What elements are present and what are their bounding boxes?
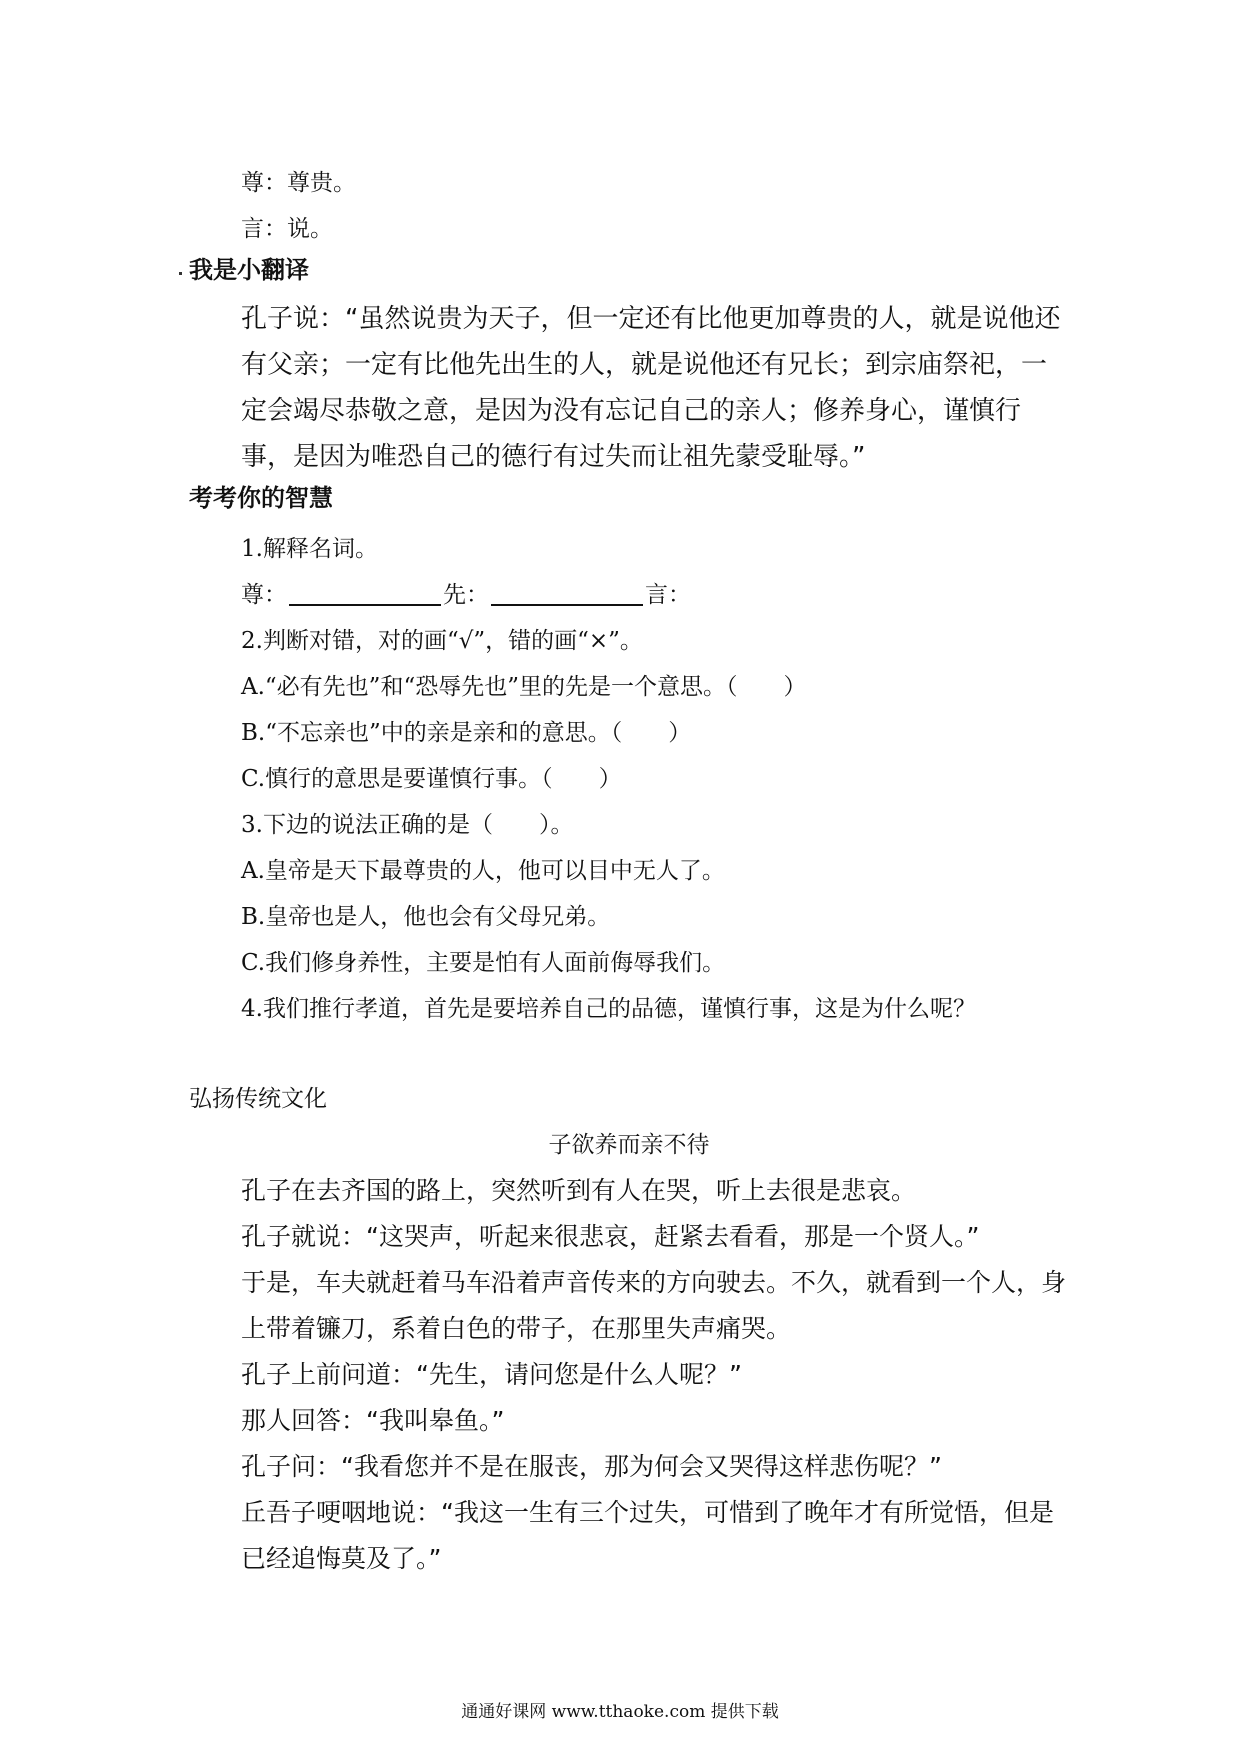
question-2-item: B.“不忘亲也”中的亲是亲和的意思。（ ） (241, 720, 692, 746)
question-2-item: C.慎行的意思是要谨慎行事。（ ） (241, 766, 622, 792)
culture-heading-text: 弘扬传统文化 (189, 1086, 327, 1112)
wisdom-heading-text: 考考你的智慧 (189, 484, 333, 512)
blank-label-xian: 先： (443, 582, 489, 608)
story-paragraph: 孔子上前问道：“先生，请问您是什么人呢？” (241, 1360, 742, 1389)
question-2-item: A.“必有先也”和“恐辱先也”里的先是一个意思。（ ） (241, 674, 807, 700)
blank-label-zun: 尊： (241, 582, 287, 608)
translation-paragraph (189, 296, 1069, 480)
question-3-option: B.皇帝也是人，他也会有父母兄弟。 (241, 904, 611, 930)
vocab-notes (189, 160, 1069, 252)
page-footer: 通通好课网 www.tthaoke.com 提供下载 (461, 1702, 779, 1722)
answer-blank[interactable] (491, 574, 643, 606)
question-3: 3.下边的说法正确的是（ ）。 (241, 812, 574, 838)
question-3-option: C.我们修身养性，主要是怕有人面前侮辱我们。 (241, 950, 726, 976)
story-paragraph: 孔子问：“我看您并不是在服丧，那为何会又哭得这样悲伤呢？” (241, 1452, 942, 1481)
culture-heading (189, 1076, 1069, 1122)
question-2: 2.判断对错，对的画“√”，错的画“×”。 (241, 628, 643, 654)
question-4: 4.我们推行孝道，首先是要培养自己的品德，谨慎行事，这是为什么呢？ (241, 996, 976, 1022)
story-title: 子欲养而亲不待 (548, 1132, 710, 1158)
vocab-item: 言：说。 (241, 216, 333, 242)
answer-blank[interactable] (289, 574, 441, 606)
story-body (189, 1168, 1069, 1582)
story-paragraph: 那人回答：“我叫皋鱼。” (241, 1406, 505, 1435)
quiz-section (189, 526, 1069, 1032)
story-paragraph: 丘吾子哽咽地说：“我这一生有三个过失，可惜到了晚年才有所觉悟，但是已经追悔莫及了。” (241, 1498, 1054, 1573)
story-paragraph: 孔子在去齐国的路上，突然听到有人在哭，听上去很是悲哀。 (241, 1176, 917, 1205)
question-1-blanks (189, 572, 1069, 618)
question-1: 1.解释名词。 (241, 536, 378, 562)
translate-heading-text: 我是小翻译 (189, 256, 309, 284)
question-3-option: A.皇帝是天下最尊贵的人，他可以目中无人了。 (241, 858, 725, 884)
translation-text: 孔子说：“虽然说贵为天子，但一定还有比他更加尊贵的人，就是说他还有父亲；一定有比他先出生的人，就是说他还有兄长；到宗庙祭祀，一定会竭尽恭敬之意，是因为没有忘记自己的亲人；修养身心，谨慎行事，是因为唯恐自己的德行有过失而让祖先蒙受耻辱。” (241, 304, 1061, 472)
vocab-item: 尊：尊贵。 (241, 170, 356, 196)
story-paragraph: 孔子就说：“这哭声，听起来很悲哀，赶紧去看看，那是一个贤人。” (241, 1222, 980, 1251)
blank-label-yan: 言： (645, 582, 691, 608)
wisdom-heading (189, 480, 1069, 516)
translate-heading (189, 252, 1069, 288)
bullet-mark (179, 272, 182, 275)
story-paragraph: 于是，车夫就赶着马车沿着声音传来的方向驶去。不久，就看到一个人，身上带着镰刀，系着白色的带子，在那里失声痛哭。 (241, 1268, 1067, 1343)
